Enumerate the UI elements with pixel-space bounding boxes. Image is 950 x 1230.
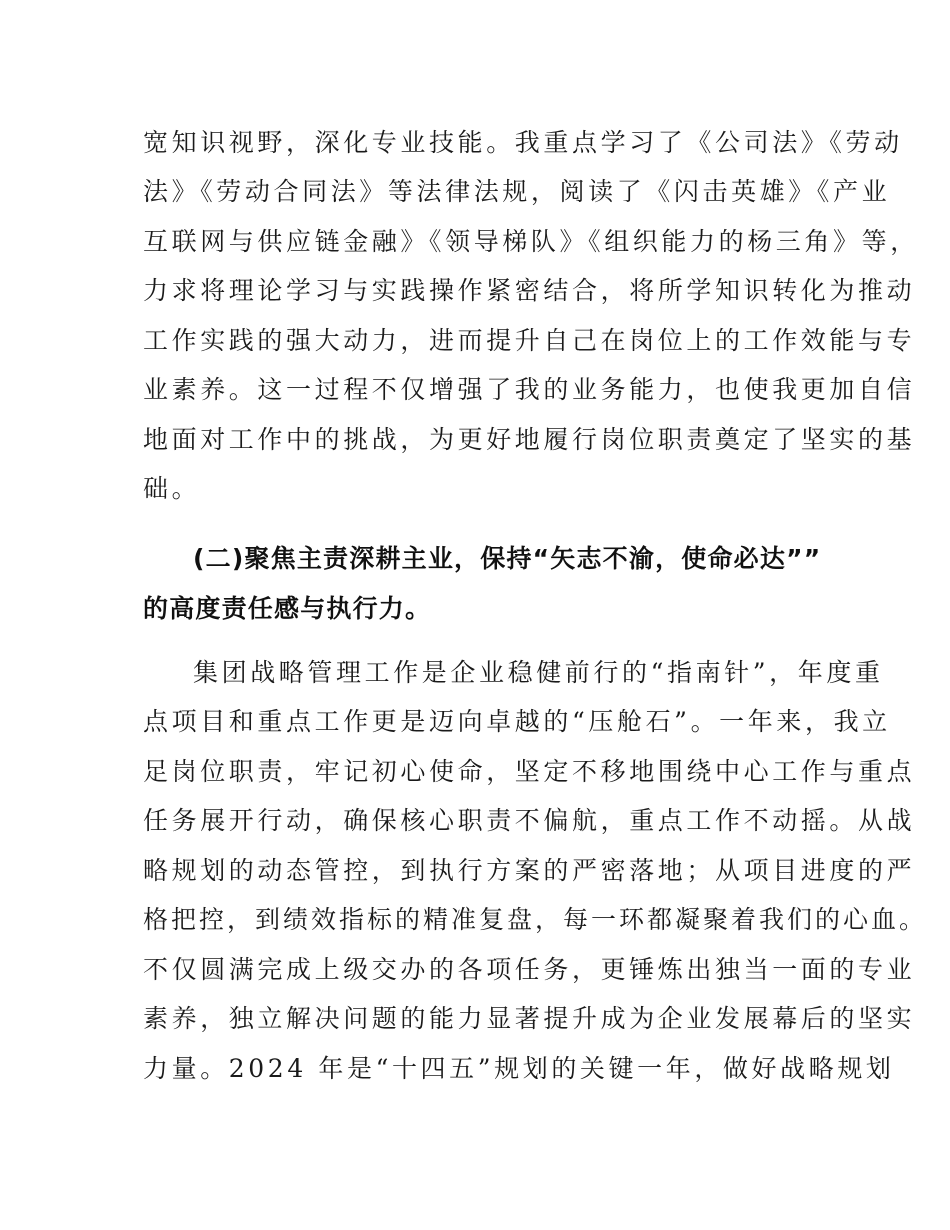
text-line: 工作实践的强大动力，进而提升自己在岗位上的工作效能与专 bbox=[143, 326, 916, 355]
text-line: 点项目和重点工作更是迈向卓越的“压舱石”。一年来，我立 bbox=[143, 707, 891, 736]
text-line: 略规划的动态管控，到执行方案的严密落地；从项目进度的严 bbox=[143, 856, 916, 885]
text-line: 格把控，到绩效指标的精准复盘，每一环都凝聚着我们的心血。 bbox=[143, 905, 928, 934]
heading-line: 的高度责任感与执行力。 bbox=[143, 594, 432, 623]
text-line: 法》《劳动合同法》等法律法规，阅读了《闪击英雄》《产业 bbox=[143, 177, 891, 206]
text-line: 足岗位职责，牢记初心使命，坚定不移地围绕中心工作与重点 bbox=[143, 757, 916, 786]
text-line: 力量。2024 年是“十四五”规划的关键一年，做好战略规划 bbox=[143, 1054, 895, 1083]
heading-line: (二)聚焦主责深耕主业，保持“矢志不渝，使命必达”” bbox=[193, 544, 822, 573]
text-line: 业素养。这一过程不仅增强了我的业务能力，也使我更加自信 bbox=[143, 375, 916, 404]
text-line: 集团战略管理工作是企业稳健前行的“指南针”，年度重 bbox=[193, 658, 884, 687]
text-line: 地面对工作中的挑战，为更好地履行岗位职责奠定了坚实的基 bbox=[143, 425, 916, 454]
text-line: 互联网与供应链金融》《领导梯队》《组织能力的杨三角》等， bbox=[143, 227, 919, 256]
text-line: 任务展开行动，确保核心职责不偏航，重点工作不动摇。从战 bbox=[143, 806, 916, 835]
text-line: 础。 bbox=[143, 474, 201, 503]
text-line: 力求将理论学习与实践操作紧密结合，将所学知识转化为推动 bbox=[143, 276, 916, 305]
text-line: 宽知识视野，深化专业技能。我重点学习了《公司法》《劳动 bbox=[143, 128, 903, 157]
text-line: 不仅圆满完成上级交办的各项任务，更锤炼出独当一面的专业 bbox=[143, 955, 916, 984]
text-line: 素养，独立解决问题的能力显著提升成为企业发展幕后的坚实 bbox=[143, 1004, 916, 1033]
